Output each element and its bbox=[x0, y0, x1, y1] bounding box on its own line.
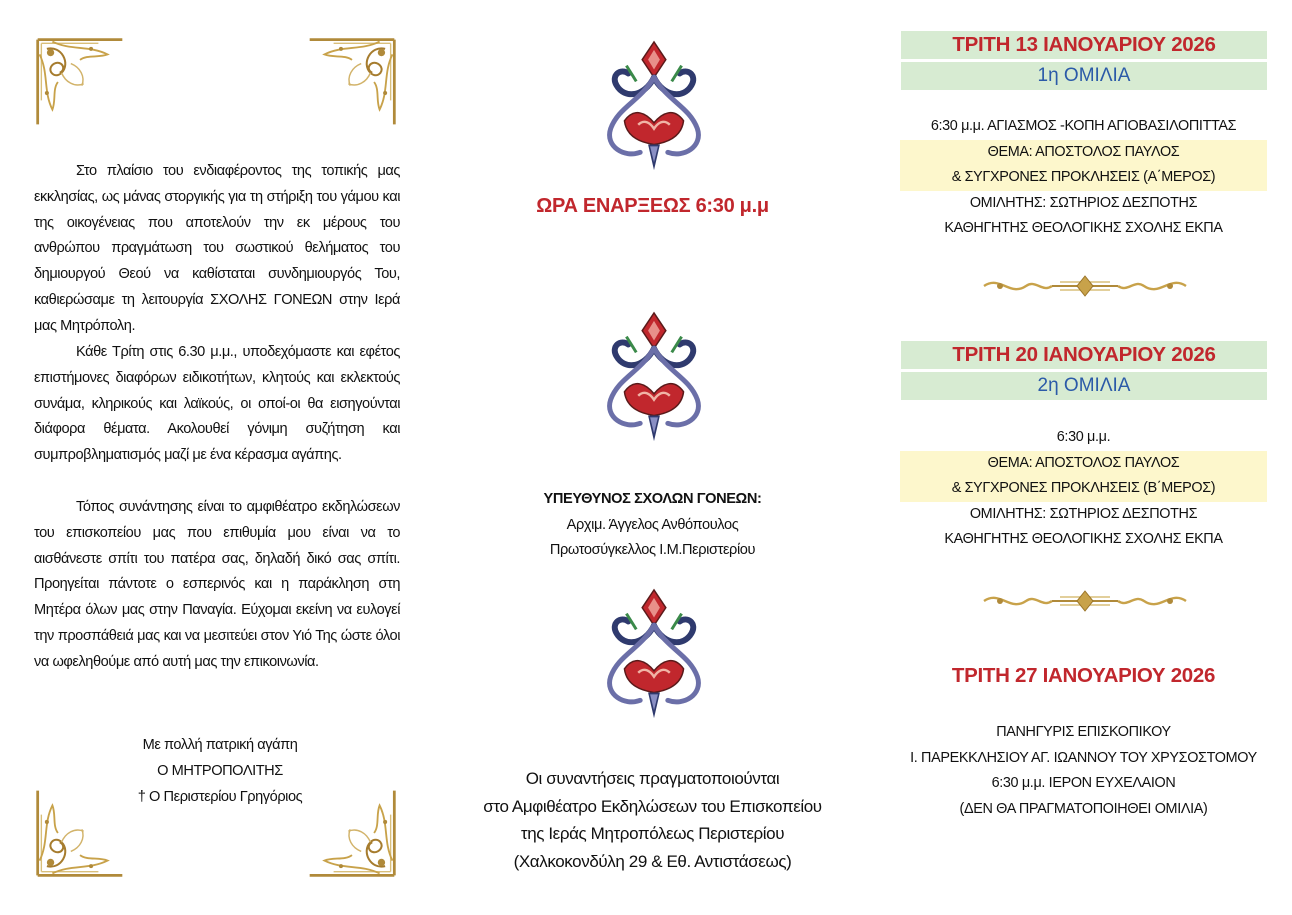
event-speaker-role: ΚΑΘΗΓΗΤΗΣ ΘΕΟΛΟΓΙΚΗΣ ΣΧΟΛΗΣ ΕΚΠΑ bbox=[944, 531, 1223, 547]
event-time: 6:30 μ.μ. bbox=[1056, 429, 1111, 445]
event-speaker: ΟΜΙΛΗΤΗΣ: ΣΩΤΗΡΙΟΣ ΔΕΣΠΟΤΗΣ bbox=[969, 194, 1198, 211]
event-details-1 bbox=[875, 114, 1292, 242]
event-details-2 bbox=[875, 425, 1292, 553]
event-note: (ΔΕΝ ΘΑ ΠΡΑΓΜΑΤΟΠΟΙΗΘΕΙ ΟΜΙΛΙΑ) bbox=[959, 800, 1208, 817]
event-line: Ι. ΠΑΡΕΚΚΛΗΣΙΟΥ ΑΓ. ΙΩΑΝΝΟΥ ΤΟΥ ΧΡΥΣΟΣΤΟΜΟΥ bbox=[910, 749, 1257, 766]
event-details-3 bbox=[875, 720, 1292, 822]
event-time: 6:30 μ.μ. ΙΕΡΟΝ ΕΥΧΕΛΑΙΟΝ bbox=[991, 775, 1176, 791]
event-date: ΤΡΙΤΗ 27 ΙΑΝΟΥΑΡΙΟΥ 2026 bbox=[951, 664, 1216, 687]
event-line: ΠΑΝΗΓΥΡΙΣ ΕΠΙΣΚΟΠΙΚΟΥ bbox=[996, 724, 1171, 740]
responsible-role: Πρωτοσύγκελλος Ι.Μ.Περιστερίου bbox=[549, 542, 756, 558]
responsible-name: Αρχιμ. Άγγελος Ανθόπουλος bbox=[566, 516, 739, 533]
signature-title: Ο ΜΗΤΡΟΠΟΛΙΤΗΣ bbox=[157, 762, 283, 779]
schedule-column bbox=[875, 0, 1292, 915]
intro-paragraph-1: Στο πλαίσιο του ενδιαφέροντος της τοπικής μας εκκλησίας, ως μάνας στοργικής για τη στήριξη του γάμου και της οικογένειας που αποτελούν την εκ μέρους του ανθρώπου πραγμάτωση του σωστικού θελήματος του δημιουργού Θεού να καθίσταται συνδημιουργός Του, καθιερώσαμε τη λειτουργία ΣΧΟΛΗΣ ΓΟΝΕΩΝ στην Ιερά μας Μητρόπολη. bbox=[34, 163, 400, 334]
venue-line: στο Αμφιθέατρο Εκδηλώσεων του Επισκοπείου bbox=[483, 796, 822, 816]
intro-column bbox=[0, 0, 430, 915]
signature-block bbox=[100, 733, 340, 810]
byzantine-ornament-icon bbox=[585, 32, 723, 182]
start-time-heading: ΩΡΑ ΕΝΑΡΞΕΩΣ 6:30 μ.μ bbox=[536, 195, 769, 217]
event-time: 6:30 μ.μ. ΑΓΙΑΣΜΟΣ -ΚΟΠΗ ΑΓΙΟΒΑΣΙΛΟΠΙΤΤΑΣ bbox=[930, 118, 1237, 134]
venue-address: (Χαλκοκονδύλη 29 & Εθ. Αντιστάσεως) bbox=[513, 851, 792, 871]
event-speaker: ΟΜΙΛΗΤΗΣ: ΣΩΤΗΡΙΟΣ ΔΕΣΠΟΤΗΣ bbox=[969, 505, 1198, 522]
lecture-number: 1η ΟΜΙΛΙΑ bbox=[901, 59, 1267, 90]
center-column bbox=[430, 0, 875, 915]
event-topic-part: & ΣΥΓΧΡΟΝΕΣ ΠΡΟΚΛΗΣΕΙΣ (Α΄ΜΕΡΟΣ) bbox=[900, 165, 1267, 191]
byzantine-ornament-icon bbox=[585, 303, 723, 453]
corner-ornament-top-right-icon bbox=[306, 36, 398, 128]
lecture-number: 2η ΟΜΙΛΙΑ bbox=[901, 369, 1267, 400]
event-topic-part: & ΣΥΓΧΡΟΝΕΣ ΠΡΟΚΛΗΣΕΙΣ (Β΄ΜΕΡΟΣ) bbox=[900, 476, 1267, 502]
venue-line: της Ιεράς Μητροπόλεως Περιστερίου bbox=[520, 824, 785, 843]
responsible-title: ΥΠΕΥΘΥΝΟΣ ΣΧΟΛΩΝ ΓΟΝΕΩΝ: bbox=[543, 491, 762, 507]
venue-block bbox=[430, 765, 875, 875]
venue-line: Οι συναντήσεις πραγματοποιούνται bbox=[525, 769, 780, 788]
date-banner-1 bbox=[901, 31, 1267, 90]
event-speaker-role: ΚΑΘΗΓΗΤΗΣ ΘΕΟΛΟΓΙΚΗΣ ΣΧΟΛΗΣ ΕΚΠΑ bbox=[944, 220, 1223, 236]
intro-paragraph-3: Τόπος συνάντησης είναι το αμφιθέατρο εκδηλώσεων του επισκοπείου μας που επιθυμία μου είναι να το αισθάνεστε σπίτι του πατέρα σας, δηλαδή δικό σας σπίτι. Προηγείται πάντοτε ο εσπερινός και η παράκληση στη Μητέρα όλων μας στην Παναγία. Εύχομαι εκείνη να ευλογεί την προσπάθειά μας και να μεσιτεύει στον Υιό Της ώστε όλοι να ωφεληθούμε από αυτή μας την επικοινωνία. bbox=[34, 499, 400, 670]
date-banner-2 bbox=[901, 341, 1267, 400]
responsible-block bbox=[430, 487, 875, 564]
event-topic: ΘΕΜΑ: ΑΠΟΣΤΟΛΟΣ ΠΑΥΛΟΣ bbox=[900, 140, 1267, 166]
event-topic: ΘΕΜΑ: ΑΠΟΣΤΟΛΟΣ ΠΑΥΛΟΣ bbox=[900, 451, 1267, 477]
ornamental-divider-icon bbox=[980, 586, 1190, 616]
ornamental-divider-icon bbox=[980, 271, 1190, 301]
signature-name: † Ο Περιστερίου Γρηγόριος bbox=[137, 788, 303, 805]
intro-paragraph-2: Κάθε Τρίτη στις 6.30 μ.μ., υποδεχόμαστε και εφέτος επιστήμονες διαφόρων ειδικοτήτων, κλητούς και εκλεκτούς συνάμα, κληρικούς και λαϊκούς, οι οποί-οι θα εισηγούνται διάφορα θέματα. Ακολουθεί γόνιμη συζήτηση και συμπροβληματισμός μαζί με ένα κέρασμα αγάπης. bbox=[34, 344, 400, 464]
byzantine-ornament-icon bbox=[585, 580, 723, 730]
event-date: ΤΡΙΤΗ 13 ΙΑΝΟΥΑΡΙΟΥ 2026 bbox=[952, 33, 1216, 56]
signature-closing: Με πολλή πατρική αγάπη bbox=[142, 737, 298, 753]
event-date: ΤΡΙΤΗ 20 ΙΑΝΟΥΑΡΙΟΥ 2026 bbox=[952, 343, 1216, 366]
corner-ornament-top-left-icon bbox=[34, 36, 126, 128]
